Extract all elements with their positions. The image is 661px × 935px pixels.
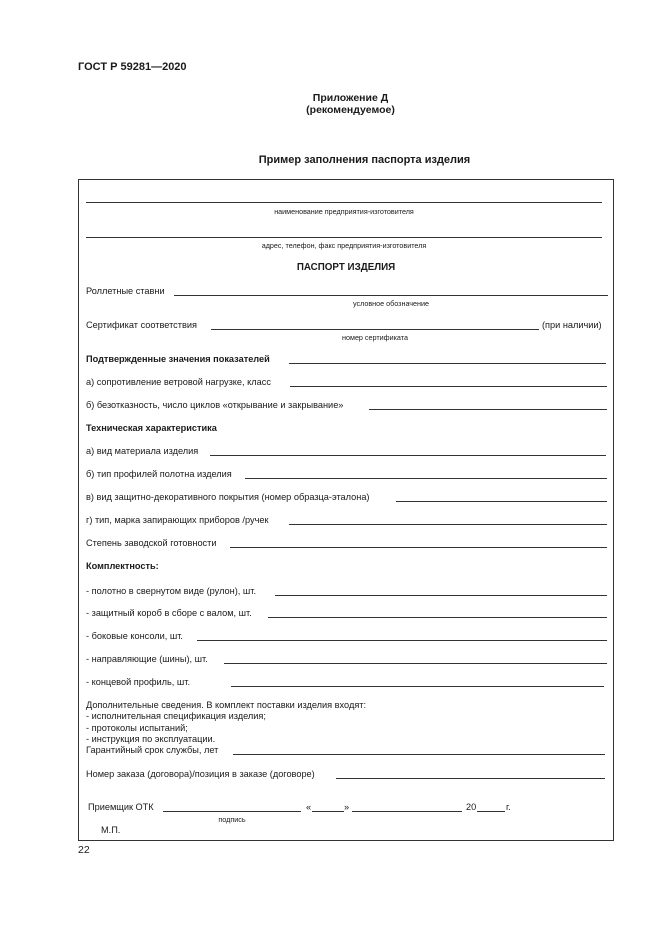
additional-line-4: - инструкция по эксплуатации. (86, 734, 216, 744)
order-label: Номер заказа (договора)/позиция в заказе (договоре) (86, 769, 315, 779)
year-prefix: 20 (466, 802, 477, 812)
inspector-label: Приемщик ОТК (88, 802, 154, 812)
kit-item-roll: - полотно в свернутом виде (рулон), шт. (86, 586, 257, 596)
year-suffix: г. (506, 802, 511, 812)
kit-item-end-profile: - концевой профиль, шт. (86, 677, 191, 687)
tech-item-locks-line (289, 524, 607, 525)
kit-item-roll-line (275, 595, 607, 596)
kit-item-guides: - направляющие (шины), шт. (86, 654, 208, 664)
kit-item-box-line (268, 617, 607, 618)
kit-item-guides-line (224, 663, 607, 664)
tech-item-coating-line (396, 501, 607, 502)
quote-close: » (344, 802, 350, 812)
warranty-line (233, 754, 605, 755)
safety-label: б) безотказность, число циклов «открывание и закрывание» (86, 400, 344, 410)
tech-item-material: а) вид материала изделия (86, 446, 199, 456)
tech-item-material-line (210, 455, 606, 456)
manufacturer-line (86, 202, 602, 203)
example-title: Пример заполнения паспорта изделия (258, 154, 471, 166)
kit-item-consoles: - боковые консоли, шт. (86, 631, 183, 641)
address-line (86, 237, 602, 238)
tech-item-profiles: б) тип профилей полотна изделия (86, 469, 232, 479)
standard-number: ГОСТ Р 59281—2020 (78, 61, 187, 73)
safety-line (369, 409, 607, 410)
stamp-label: М.П. (101, 825, 121, 835)
wind-load-line (290, 386, 607, 387)
certificate-suffix: (при наличии) (542, 320, 602, 330)
confirmed-values-line (289, 363, 606, 364)
page-number: 22 (78, 844, 90, 856)
kit-item-consoles-line (197, 640, 607, 641)
tech-item-locks: г) тип, марка запирающих приборов /ручек (86, 515, 269, 525)
appendix-note: (рекомендуемое) (306, 104, 395, 116)
additional-line-3: - протоколы испытаний; (86, 723, 188, 733)
warranty-label: Гарантийный срок службы, лет (86, 745, 219, 755)
product-caption: условное обозначение (352, 299, 430, 308)
kit-item-end-profile-line (231, 686, 604, 687)
tech-item-readiness: Степень заводской готовности (86, 538, 217, 548)
appendix-title: Приложение Д (312, 92, 389, 104)
tech-item-profiles-line (245, 478, 607, 479)
month-line (352, 811, 462, 812)
product-label: Роллетные ставни (86, 286, 165, 296)
order-line (336, 778, 605, 779)
confirmed-values-label: Подтвержденные значения показателей (86, 354, 270, 364)
additional-line-1: Дополнительные сведения. В комплект поставки изделия входят: (86, 700, 367, 710)
additional-line-2: - исполнительная спецификация изделия; (86, 711, 266, 721)
signature-line (163, 811, 301, 812)
certificate-caption: номер сертификата (342, 333, 408, 342)
tech-item-coating: в) вид защитно-декоративного покрытия (номер образца-эталона) (86, 492, 370, 502)
address-caption: адрес, телефон, факс предприятия-изготовителя (261, 241, 427, 250)
tech-item-readiness-line (230, 547, 607, 548)
certificate-line (211, 329, 539, 330)
passport-title: ПАСПОРТ ИЗДЕЛИЯ (296, 262, 396, 273)
product-line (174, 295, 608, 296)
day-line (312, 811, 344, 812)
quote-open: « (306, 802, 312, 812)
manufacturer-caption: наименование предприятия-изготовителя (274, 207, 414, 216)
certificate-label: Сертификат соответствия (86, 320, 197, 330)
passport-form-frame (78, 179, 614, 841)
signature-caption: подпись (218, 815, 246, 824)
kit-heading: Комплектность: (86, 561, 159, 571)
wind-load-label: а) сопротивление ветровой нагрузке, класс (86, 377, 271, 387)
year-line (477, 811, 505, 812)
kit-item-box: - защитный короб в сборе с валом, шт. (86, 608, 252, 618)
tech-heading: Техническая характеристика (86, 423, 217, 433)
